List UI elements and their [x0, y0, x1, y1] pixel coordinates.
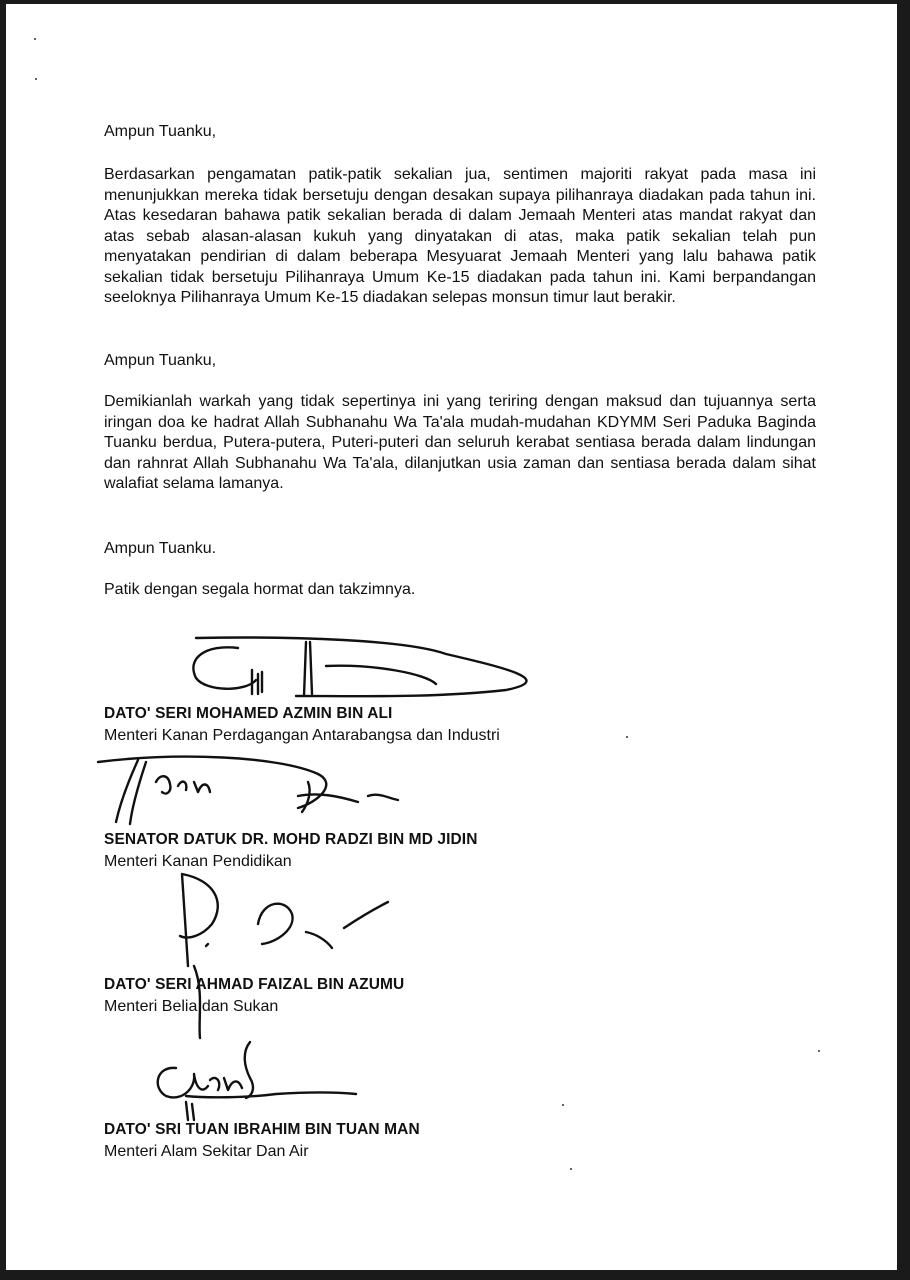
- salutation: Ampun Tuanku.: [104, 540, 217, 557]
- signatory-name: DATO' SERI MOHAMED AZMIN BIN ALI: [104, 705, 393, 722]
- document-page: [6, 4, 897, 1270]
- scan-speck: [35, 78, 37, 80]
- scan-speck: [818, 1050, 820, 1052]
- signatory-title: Menteri Alam Sekitar Dan Air: [104, 1143, 309, 1160]
- signature-4: [146, 1038, 366, 1128]
- signatory-name: DATO' SRI TUAN IBRAHIM BIN TUAN MAN: [104, 1121, 420, 1138]
- signatory-title: Menteri Belia dan Sukan: [104, 998, 279, 1015]
- salutation: Ampun Tuanku,: [104, 123, 217, 140]
- body-paragraph: Demikianlah warkah yang tidak sepertinya ini yang teriring dengan maksud dan tujuannya serta iringan doa ke hadrat Allah Subhanahu Wa Ta'ala mudah-mudahan KDYMM Seri Paduka Baginda Tuanku berdua, Putera-putera, Puteri-puteri dan seluruh kerabat sentiasa berada dalam lindungan dan rahnrat Allah Subhanahu Wa Ta'ala, dilanjutkan usia zaman dan sentiasa berada dalam sihat walafiat selama lamanya.: [104, 393, 816, 492]
- signatory-name: DATO' SERI AHMAD FAIZAL BIN AZUMU: [104, 976, 405, 993]
- closing-line: Patik dengan segala hormat dan takzimnya.: [104, 581, 416, 598]
- body-paragraph: Berdasarkan pengamatan patik-patik sekalian jua, sentimen majoriti rakyat pada masa ini menunjukkan mereka tidak bersetuju dengan desakan supaya pilihanraya diadakan pada tahun ini. Atas kesedaran bahawa patik sekalian berada di dalam Jemaah Menteri atas mandat rakyat dan atas sebab alasan-alasan kukuh yang dinyatakan di atas, maka patik sekalian telah pun menyatakan pendirian di dalam beberapa Mesyuarat Jemaah Menteri yang lalu bahawa patik sekalian tidak bersetuju Pilihanraya Umum Ke-15 diadakan pada tahun ini. Kami berpandangan seeloknya Pilihanraya Umum Ke-15 diadakan selepas monsun timur laut berakir.: [104, 166, 816, 306]
- salutation: Ampun Tuanku,: [104, 352, 217, 369]
- signatory-title: Menteri Kanan Perdagangan Antarabangsa dan Industri: [104, 727, 500, 744]
- signatory-name: SENATOR DATUK DR. MOHD RADZI BIN MD JIDIN: [104, 831, 478, 848]
- scan-speck: [34, 38, 36, 40]
- signature-2: [98, 752, 458, 832]
- scan-speck: [562, 1104, 564, 1106]
- signatory-title: Menteri Kanan Pendidikan: [104, 853, 292, 870]
- signature-1: [176, 630, 556, 710]
- scan-speck: [570, 1168, 572, 1170]
